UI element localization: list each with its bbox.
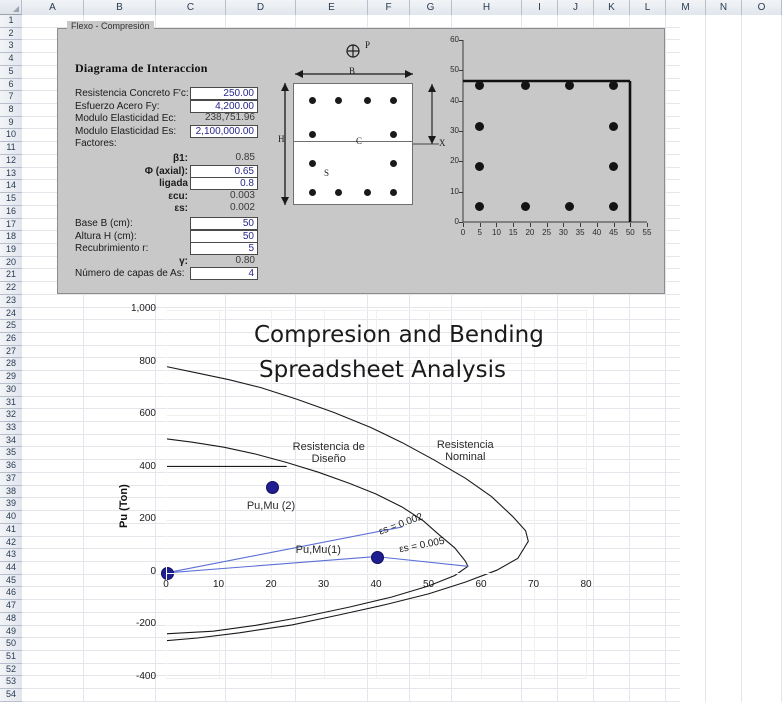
chart-x-tick-label: 70 [527, 578, 540, 590]
column-header-bar[interactable] [0, 0, 766, 15]
chart-y-tick-label: -400 [135, 671, 156, 682]
field-label-geom-3: γ: [179, 255, 188, 267]
field-label-main-3: Modulo Elasticidad Es: [75, 125, 177, 137]
input-field-factor-2[interactable]: 0.8 [190, 177, 258, 190]
row-header-20[interactable]: 20 [0, 257, 22, 270]
load-label-P: P [365, 40, 371, 50]
field-label-main-1: Esfuerzo Acero Fy: [75, 100, 160, 112]
row-header-bar[interactable] [0, 15, 22, 702]
scatter-x-tick: 40 [592, 228, 602, 237]
row-header-24[interactable]: 24 [0, 308, 22, 321]
field-label-geom-4: Número de capas de As: [75, 268, 185, 280]
chart-y-tick-label: 1,000 [130, 303, 156, 314]
column-header-o[interactable]: O [742, 0, 782, 15]
column-header-d[interactable]: D [226, 0, 296, 15]
column-header-n[interactable]: N [706, 0, 742, 15]
field-label-factor-2: ligada [159, 178, 188, 190]
field-label-main-4: Factores: [75, 138, 117, 150]
scatter-x-tick: 5 [477, 228, 482, 237]
row-header-1[interactable]: 1 [0, 15, 22, 28]
scatter-x-tick: 15 [508, 228, 518, 237]
row-header-40[interactable]: 40 [0, 511, 22, 524]
row-header-22[interactable]: 22 [0, 282, 22, 295]
row-header-51[interactable]: 51 [0, 651, 22, 664]
row-header-26[interactable]: 26 [0, 333, 22, 346]
row-header-50[interactable]: 50 [0, 638, 22, 651]
row-header-44[interactable]: 44 [0, 562, 22, 575]
scatter-x-tick: 55 [642, 228, 652, 237]
chart-y-tick-label: 400 [139, 460, 156, 472]
chart-x-tick-label: 40 [370, 578, 382, 590]
scatter-y-tick: 40 [450, 95, 459, 105]
row-header-28[interactable]: 28 [0, 358, 22, 371]
rebar-dot [309, 97, 316, 104]
scatter-y-tick: 10 [450, 186, 459, 196]
scatter-y-tick: 20 [450, 156, 459, 166]
column-header-k[interactable]: K [594, 0, 630, 15]
field-label-factor-0: β1: [173, 153, 188, 164]
chart-x-tick-label: 50 [422, 578, 435, 590]
row-header-53[interactable]: 53 [0, 676, 22, 689]
row-header-32[interactable]: 32 [0, 409, 22, 422]
row-header-36[interactable]: 36 [0, 460, 22, 473]
chart-title-line-2: Spreadsheet Analysis [259, 357, 506, 383]
readonly-value-factor-4: 0.002 [229, 202, 255, 214]
row-header-6[interactable]: 6 [0, 79, 22, 92]
grid-line-vertical [741, 15, 742, 702]
row-header-49[interactable]: 49 [0, 626, 22, 639]
row-header-12[interactable]: 12 [0, 155, 22, 168]
readonly-value-geom-3: 0.80 [235, 254, 255, 266]
rebar-dot [335, 97, 342, 104]
readonly-value-main-2: 238,751.96 [204, 112, 255, 124]
input-field-geom-0[interactable]: 50 [190, 217, 258, 230]
column-header-l[interactable]: L [630, 0, 666, 15]
rebar-dot [390, 97, 397, 104]
column-header-j[interactable]: J [558, 0, 594, 15]
row-header-34[interactable]: 34 [0, 435, 22, 448]
field-label-main-0: Resistencia Concreto F'c: [75, 88, 189, 99]
column-header-a[interactable]: A [22, 0, 84, 15]
chart-series-resistencia-de-dise-o [166, 439, 468, 634]
field-label-geom-2: Recubrimiento r: [75, 243, 149, 255]
width-label-B: B [349, 66, 356, 76]
row-header-29[interactable]: 29 [0, 371, 22, 384]
row-header-39[interactable]: 39 [0, 498, 22, 511]
chart-annotation: εs = 0.002 [377, 511, 425, 538]
chart-y-axis-label: Pu (Ton) [118, 484, 130, 528]
chart-annotation: Resistencia de Diseño [292, 441, 365, 466]
row-header-47[interactable]: 47 [0, 600, 22, 613]
chart-y-tick-label: 800 [139, 355, 156, 367]
row-header-48[interactable]: 48 [0, 613, 22, 626]
column-header-f[interactable]: F [368, 0, 410, 15]
chart-annotation: Pu,Mu (2) [246, 500, 296, 513]
chart-y-tick-label: 200 [139, 513, 156, 525]
row-header-4[interactable]: 4 [0, 53, 22, 66]
interaction-diagram-chart [104, 300, 600, 692]
rebar-scatter-point [609, 162, 618, 171]
cover-label-X: X [439, 138, 446, 148]
field-label-main-2: Modulo Elasticidad Ec: [75, 113, 177, 125]
chart-gridline-horizontal [166, 678, 586, 679]
row-header-27[interactable]: 27 [0, 346, 22, 359]
row-header-30[interactable]: 30 [0, 384, 22, 397]
row-header-10[interactable]: 10 [0, 129, 22, 142]
scatter-y-tick: 0 [454, 217, 459, 226]
chart-y-tick-label: -200 [135, 618, 156, 630]
rebar-scatter-point [475, 122, 484, 131]
rebar-layout-svg [435, 36, 660, 251]
row-header-23[interactable]: 23 [0, 295, 22, 308]
input-field-geom-2[interactable]: 5 [190, 242, 258, 255]
scatter-y-tick: 50 [450, 65, 459, 75]
chart-series-pu-mu-1- [166, 557, 468, 573]
row-header-18[interactable]: 18 [0, 231, 22, 244]
row-header-15[interactable]: 15 [0, 193, 22, 206]
row-header-33[interactable]: 33 [0, 422, 22, 435]
select-all-triangle-icon[interactable] [0, 0, 22, 15]
grid-line-vertical [705, 15, 706, 702]
scatter-x-tick: 30 [558, 228, 568, 237]
scatter-x-tick: 0 [460, 228, 466, 237]
chart-x-tick-label: 20 [265, 578, 277, 590]
page-title: Diagrama de Interaccion [75, 61, 208, 75]
row-header-8[interactable]: 8 [0, 104, 22, 117]
readonly-value-factor-3: 0.003 [229, 189, 255, 201]
row-header-52[interactable]: 52 [0, 664, 22, 677]
field-label-factor-1: Φ (axial): [144, 165, 188, 177]
rebar-dot [309, 131, 316, 138]
row-header-37[interactable]: 37 [0, 473, 22, 486]
row-header-7[interactable]: 7 [0, 91, 22, 104]
column-header-h[interactable]: H [452, 0, 522, 15]
column-header-m[interactable]: M [666, 0, 706, 15]
row-header-14[interactable]: 14 [0, 180, 22, 193]
chart-title-line-1: Compresion and Bending [254, 322, 544, 348]
chart-data-marker [266, 481, 279, 494]
row-header-16[interactable]: 16 [0, 206, 22, 219]
input-field-main-3[interactable]: 2,100,000.00 [190, 125, 258, 138]
spacing-label-S: S [324, 168, 330, 178]
row-header-9[interactable]: 9 [0, 117, 22, 130]
row-header-21[interactable]: 21 [0, 269, 22, 282]
row-header-25[interactable]: 25 [0, 320, 22, 333]
core-label-C: C [356, 136, 363, 146]
chart-x-axis-line [166, 573, 586, 574]
scatter-x-tick: 35 [575, 228, 585, 237]
chart-y-tick-label: 600 [139, 408, 156, 420]
row-header-19[interactable]: 19 [0, 244, 22, 257]
row-header-46[interactable]: 46 [0, 587, 22, 600]
chart-gridline-vertical [586, 310, 587, 678]
rebar-dot [309, 189, 316, 196]
chart-annotation: εs = 0.005 [398, 535, 446, 556]
row-header-42[interactable]: 42 [0, 537, 22, 550]
row-header-41[interactable]: 41 [0, 524, 22, 537]
scatter-x-tick: 25 [542, 228, 552, 237]
field-label-geom-1: Altura H (cm): [75, 230, 137, 242]
row-header-2[interactable]: 2 [0, 28, 22, 41]
column-header-i[interactable]: I [522, 0, 558, 15]
field-label-geom-0: Base B (cm): [75, 218, 133, 229]
chart-x-tick-label: 10 [212, 578, 225, 590]
row-header-38[interactable]: 38 [0, 486, 22, 499]
row-header-5[interactable]: 5 [0, 66, 22, 79]
rebar-scatter-point [565, 202, 574, 211]
rebar-dot [390, 131, 397, 138]
row-header-13[interactable]: 13 [0, 168, 22, 181]
scatter-x-tick: 10 [492, 228, 501, 237]
group-box-label: Flexo - Compresión [67, 21, 154, 31]
column-header-g[interactable]: G [410, 0, 452, 15]
field-label-factor-3: εcu: [168, 190, 188, 202]
input-field-main-1[interactable]: 4,200.00 [190, 100, 258, 113]
row-header-31[interactable]: 31 [0, 397, 22, 410]
row-header-11[interactable]: 11 [0, 142, 22, 155]
rebar-scatter-point [609, 81, 618, 90]
chart-annotation: Pu,Mu(1) [295, 543, 341, 556]
chart-x-tick-label: 80 [580, 578, 592, 590]
row-header-54[interactable]: 54 [0, 689, 22, 702]
input-field-main-0[interactable]: 250.00 [190, 87, 258, 100]
input-field-geom-1[interactable]: 50 [190, 230, 258, 243]
chart-data-marker [371, 551, 384, 564]
rebar-scatter-point [565, 81, 574, 90]
chart-y-tick-label: 0 [150, 565, 156, 577]
readonly-value-factor-0: 0.85 [235, 152, 255, 163]
row-header-43[interactable]: 43 [0, 549, 22, 562]
column-header-b[interactable]: B [84, 0, 156, 15]
chart-y-axis-line [166, 310, 167, 678]
chart-x-tick-label: 30 [317, 578, 330, 590]
scatter-y-tick: 60 [450, 35, 459, 44]
column-header-e[interactable]: E [296, 0, 368, 15]
chart-x-tick-label: 0 [163, 578, 169, 590]
chart-annotation: Resistencia Nominal [436, 438, 494, 463]
rebar-dot [364, 97, 371, 104]
column-header-c[interactable]: C [156, 0, 226, 15]
rebar-scatter-point [609, 122, 618, 131]
chart-x-tick-label: 60 [475, 578, 487, 590]
rebar-scatter-point [521, 81, 530, 90]
input-field-factor-1[interactable]: 0.65 [190, 165, 258, 178]
height-label-H: H [278, 134, 285, 144]
input-field-geom-4[interactable]: 4 [190, 267, 258, 280]
scatter-y-tick: 30 [450, 126, 459, 135]
chart-series-resistencia-nominal [166, 367, 528, 641]
flexo-compresion-panel [57, 21, 665, 294]
row-header-45[interactable]: 45 [0, 575, 22, 588]
field-label-factor-4: εs: [174, 203, 188, 215]
row-header-3[interactable]: 3 [0, 40, 22, 53]
row-header-35[interactable]: 35 [0, 447, 22, 460]
scatter-x-tick: 50 [625, 228, 635, 237]
scatter-x-tick: 45 [609, 228, 618, 237]
row-header-17[interactable]: 17 [0, 219, 22, 232]
rebar-layout-chart [435, 36, 660, 251]
rebar-dot [309, 160, 316, 167]
scatter-x-tick: 20 [525, 228, 535, 237]
